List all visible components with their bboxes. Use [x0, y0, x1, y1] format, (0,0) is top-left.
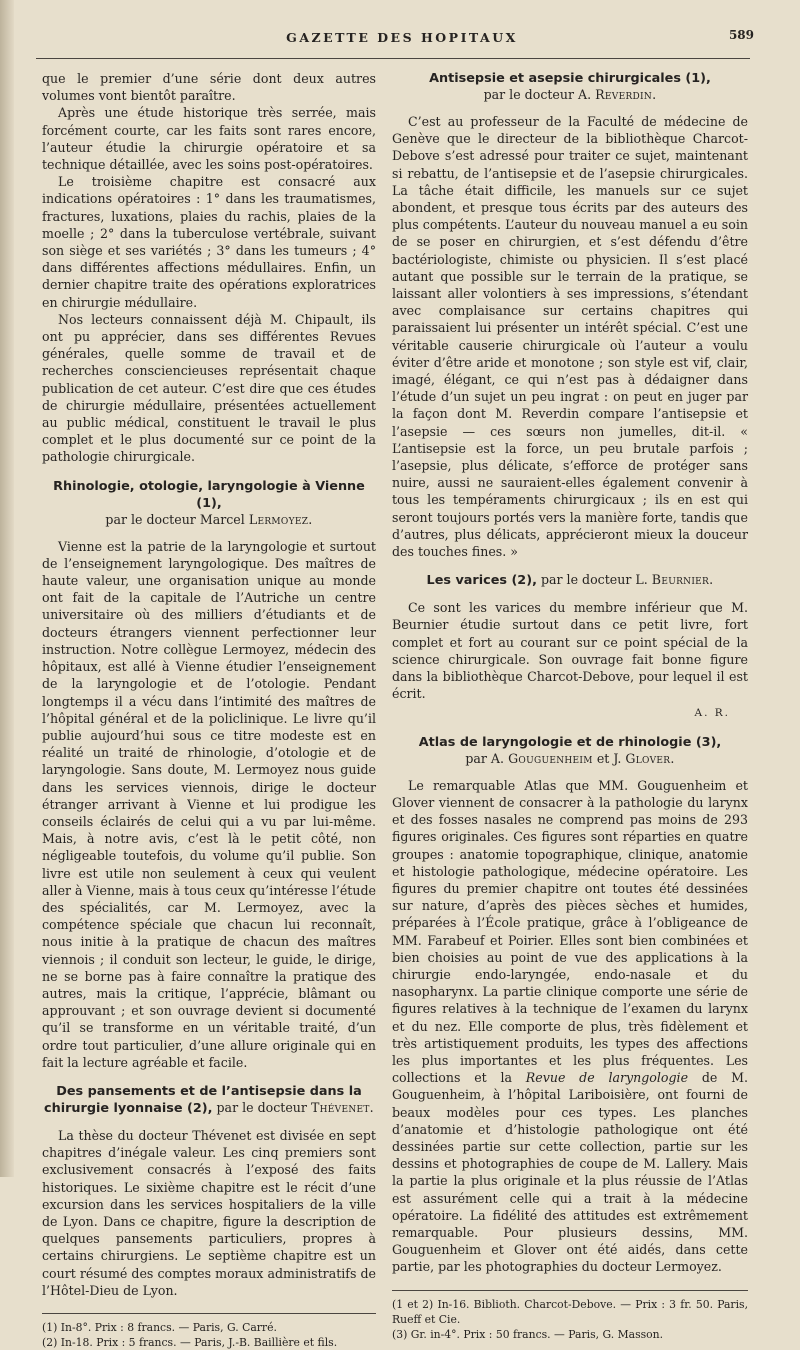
- section-author-connector: et J.: [596, 750, 622, 766]
- section-title: Les varices (2),: [426, 573, 537, 589]
- footnote: (1) In-8°. Prix : 8 francs. — Paris, G. Carré.: [42, 1321, 277, 1334]
- section-author-name: Gouguenheim: [508, 750, 593, 766]
- section-title: Des pansements et de l’antisepsie dans la chirurgie lyonnaise (2),: [44, 1083, 362, 1116]
- section-author-prefix: par le docteur L.: [540, 572, 648, 588]
- section-heading: [42, 478, 376, 528]
- section-author-name: Thévenet.: [310, 1099, 374, 1115]
- footnote: (3) Gr. in-4°. Prix : 50 francs. — Paris, G. Masson.: [392, 1327, 664, 1341]
- footnote: (2) In-18. Prix : 5 francs. — Paris, J.-B. Baillière et fils.: [42, 1336, 338, 1349]
- section-title: Atlas de laryngologie et de rhinologie (3),: [418, 734, 722, 750]
- section-title: Antisepsie et asepsie chirurgicales (1),: [429, 71, 711, 86]
- running-header: [40, 26, 764, 48]
- footnote-rule: [42, 1313, 376, 1314]
- signature: A. R.: [694, 706, 730, 719]
- section-heading: [392, 572, 748, 589]
- section-author-name: Reverdin.: [595, 87, 657, 102]
- footnotes: [392, 1297, 748, 1342]
- paragraph: Le troisième chapitre est consacré aux indications opératoires : 1° dans les traumatismes, fractures, luxations, plaies du rachis, plaies de la moelle ; 2° dans la tuberculose vertébrale, suivant son siège et ses variétés ; 3° dans les tumeurs ; 4° dans différentes affections médullaires. Enfin, un dernier chapitre traite des opérations exploratrices en chirurgie médullaire.: [42, 174, 376, 310]
- paragraph: Ce sont les varices du membre inférieur que M. Beurnier étudie surtout dans ce petit livre, fort complet et fort au courant sur ce point spécial de la science chirurgicale. Son ouvrage fait bonne figure dans la bibliothèque Charcot-Debove, pour lequel il est écrit.: [392, 600, 748, 702]
- section-heading: [392, 70, 748, 103]
- section-heading: [392, 734, 748, 767]
- section-heading: [42, 1083, 376, 1117]
- section-author-prefix: par le docteur: [216, 1099, 307, 1115]
- paragraph-text: de M. Gouguenheim, à l’hôpital Lariboisière, ont fourni de beaux modèles pour ces types. Les planches d’anatomie et d’histologie pathologique ont été dessinées partie sur cette collection, partie sur les dessins et photographies de coupe de M. Lallery. Mais la partie la plus originale et la plus réussie de l’Atlas est assurément celle qui a trait à la médecine opératoire. La fidélité des attitudes est extrêmement remarquable. Pour plusieurs dessins, MM. Gouguenheim et Glover ont été aidés, dans cette partie, par les photographies du docteur Lermoyez.: [392, 1070, 748, 1275]
- paragraph: C’est au professeur de la Faculté de médecine de Genève que le directeur de la bibliothèque Charcot-Debove s’est adressé pour traiter ce sujet, maintenant si rebattu, de l’antisepsie et de l’asepsie chirurgicales. La tâche était difficile, les manuels sur ce sujet abondent, et presque tous écrits par des auteurs des plus compétents. L’auteur du nouveau manuel a eu soin de se poser en chirurgien, et s’est défendu d’être bactériologiste, chimiste ou physicien. Il s’est placé autant que possible sur le terrain de la pratique, se laissant aller volontiers à ses impressions, s’étendant avec complaisance sur certains chapitres qui paraissaient lui présenter un intérêt spécial. C’est une véritable causerie chirurgicale où l’auteur a voulu éviter d’être aride et monotone ; son style est vif, clair, imagé, élégant, ce qui n’est pas à dédaigner dans l’étude d’un sujet un peu ingrat : on peut en juger par la façon dont M. Reverdin compare l’antisepsie et l’asepsie — ces sœurs non jumelles, dit-il. « L’antisepsie est la force, un peu brutale parfois ; l’asepsie, plus délicate, s’efforce de protéger sans nuire, aussi ne sauraient-elles également convenir à tous les tempéraments chirurgicaux ; ils en est qui seront toujours portés vers la manière forte, tandis que d’autres, plus délicats, apprécieront mieux la douceur des touches fines. »: [392, 114, 748, 560]
- paragraph: Vienne est la patrie de la laryngologie et surtout de l’enseignement laryngologique. Des maîtres de haute valeur, une organisation unique au monde ont fait de la capitale de l’Autriche un centre universitaire où des milliers d’étudiants et de docteurs étrangers viennent perfectionner leur instruction. Notre collègue Lermoyez, médecin des hôpitaux, est allé à Vienne étudier l’enseignement de la laryngologie et de l’otologie. Pendant longtemps il a vécu dans l’intimité des maîtres de l’hôpital général et de la policlinique. Le livre qu’il publie aujourd’hui sous ce titre modeste est en réalité un traité de rhinologie, d’otologie et de laryngologie. Sans doute, M. Lermoyez nous guide dans les services viennois, dirige le docteur étranger arrivant à Vienne et lui prodigue les conseils éclairés de celui qui a vu par lui-même. Mais, à notre avis, c’est là le petit côté, non négligeable toutefois, du volume qu’il publie. Son livre est utile non seulement à ceux qui veulent aller à Vienne, mais à tous ceux qu’intéresse l’étude des spécialités, car M. Lermoyez, avec la compétence spéciale que chacun lui reconnaît, nous initie à la pratique de chacun des maîtres viennois ; il conduit son lecteur, le guide, le dirige, ne se borne pas à faire connaître la pratique des autres, mais la critique, l’apprécie, blâmant ou approuvant ; et son ouvrage devient si documenté qu’il se transforme en un véritable traité, d’un ordre tout particulier, d’une allure originale qui en fait la lecture agréable et facile.: [42, 538, 376, 1070]
- paragraph: Nos lecteurs connaissent déjà M. Chipault, ils ont pu apprécier, dans ses différentes Revues générales, quelle somme de travail et de recherches consciencieuses représentait chaque publication de cet auteur. C’est dire que ces études de chirurgie médullaire, présentées actuellement au public médical, constituent le travail le plus complet et le plus documenté sur ce point de la pathologie chirurgicale.: [42, 311, 376, 465]
- journal-title: GAZETTE DES HOPITAUX: [286, 30, 518, 45]
- section-author-name: Glover.: [625, 750, 675, 766]
- footnotes: [42, 1320, 376, 1350]
- left-column: [42, 70, 376, 1350]
- header-rule: [36, 58, 750, 59]
- section-author-prefix: par A.: [465, 750, 505, 766]
- section-author-prefix: par le docteur Marcel: [105, 511, 245, 527]
- right-column: [392, 70, 748, 1342]
- page-edge: [0, 0, 14, 1177]
- section-author-name: Beurnier.: [651, 572, 714, 588]
- journal-reference: Revue de laryngologie: [525, 1070, 689, 1086]
- paragraph: [392, 777, 748, 1276]
- section-author-name: Lermoyez.: [248, 511, 313, 527]
- paragraph-text: Le remarquable Atlas que MM. Gouguenheim et Glover viennent de consacrer à la pathologie du larynx et des fosses nasales ne comprend pas moins de 293 figures originales. Ces figures sont réparties en quatre groupes : anatomie topographique, clinique, anatomie et histologie pathologique, médecine opératoire. Les figures du premier chapitre ont toutes été dessinées sur nature, d’après des pièces sèches et humides, préparées à l’École pratique, grâce à l’obligeance de MM. Farabeuf et Poirier. Elles sont bien combinées et bien choisies au point de vue des applications à la chirurgie endo-laryngée, endo-nasale et du nasopharynx. La partie clinique comporte une série de figures relatives à la technique de l’examen du larynx et du nez. Elle comporte de plus, très fidèlement et très artistiquement produits, les types des affections les plus importantes et les plus fréquentes. Les collections et la: [392, 777, 748, 1086]
- footnote: (1 et 2) In-16. Biblioth. Charcot-Debove. — Prix : 3 fr. 50. Paris, Rueff et Cie.: [392, 1297, 748, 1326]
- paragraph: Après une étude historique très serrée, mais forcément courte, car les faits sont rares encore, l’auteur étudie la chirurgie opératoire et sa technique détaillée, avec les soins post-opératoires.: [42, 105, 376, 173]
- paragraph: La thèse du docteur Thévenet est divisée en sept chapitres d’inégale valeur. Les cinq premiers sont exclusivement consacrés à l’exposé des faits historiques. Le sixième chapitre est le récit d’une excursion dans les services hospitaliers de la ville de Lyon. Dans ce chapitre, figure la description de quelques pansements particuliers, propres à certains chirurgiens. Le septième chapitre est un court résumé des comptes moraux administratifs de l’Hôtel-Dieu de Lyon.: [42, 1127, 376, 1298]
- footnote-rule: [392, 1290, 748, 1291]
- paragraph: que le premier d’une série dont deux autres volumes vont bientôt paraître.: [42, 71, 376, 104]
- page-number: 589: [728, 28, 754, 42]
- section-title: Rhinologie, otologie, laryngologie à Vienne (1),: [53, 478, 365, 511]
- section-author-prefix: par le docteur A.: [483, 87, 592, 102]
